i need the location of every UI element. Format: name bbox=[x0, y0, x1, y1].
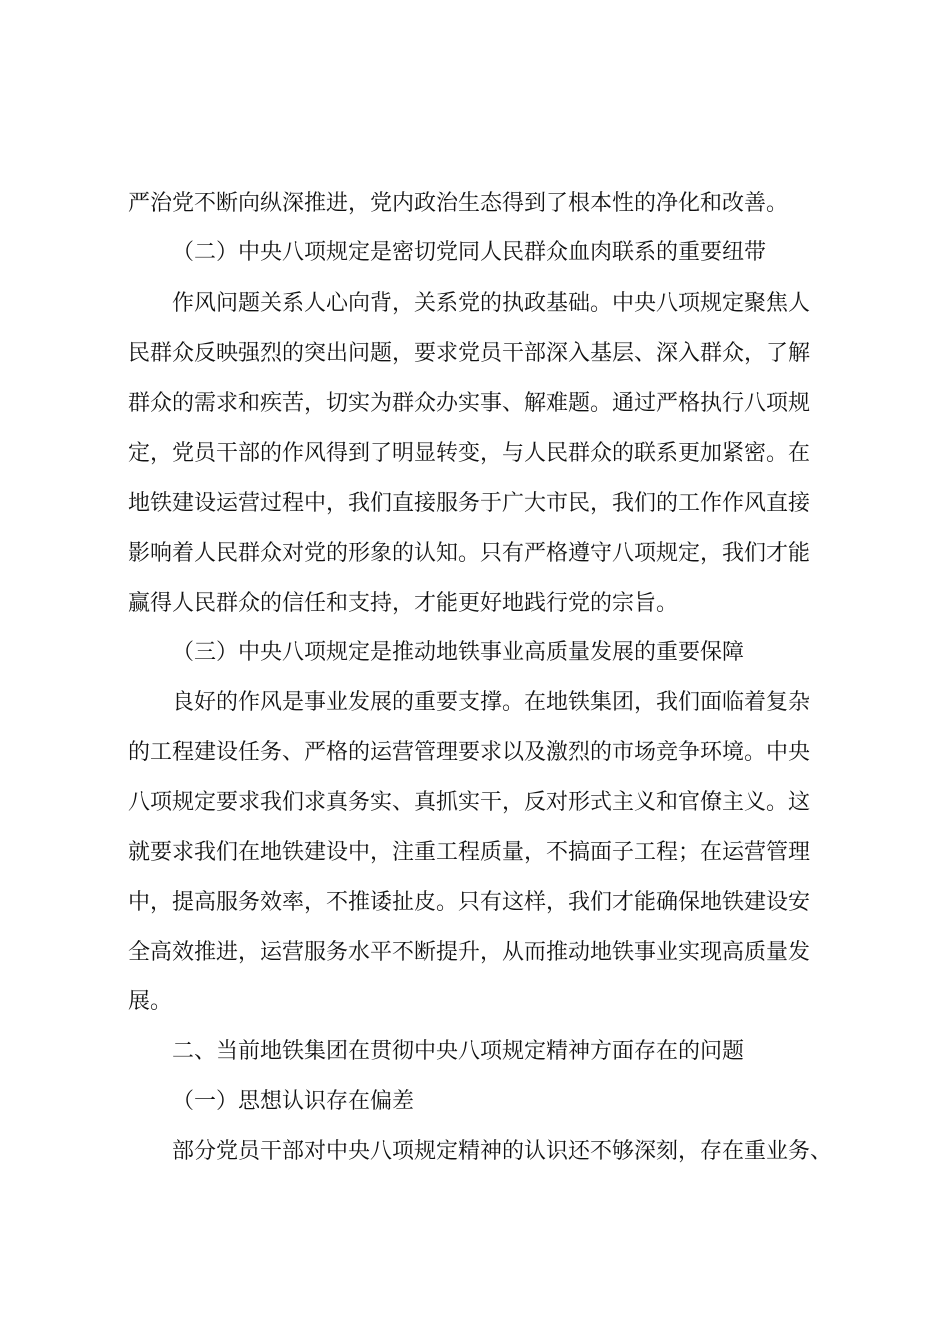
section-heading-2: （二）中央八项规定是密切党同人民群众血肉联系的重要纽带 bbox=[172, 240, 767, 265]
paragraph-line: 民群众反映强烈的突出问题，要求党员干部深入基层、深入群众，了解 bbox=[128, 341, 811, 366]
chapter-heading-2: 二、当前地铁集团在贯彻中央八项规定精神方面存在的问题 bbox=[172, 1039, 745, 1064]
paragraph-line: 赢得人民群众的信任和支持，才能更好地践行党的宗旨。 bbox=[128, 591, 679, 616]
paragraph-line: 影响着人民群众对党的形象的认知。只有严格遵守八项规定，我们才能 bbox=[128, 541, 811, 566]
paragraph-line: 展。 bbox=[128, 989, 173, 1014]
paragraph-line: 地铁建设运营过程中，我们直接服务于广大市民，我们的工作作风直接 bbox=[128, 491, 811, 516]
paragraph-line: 的工程建设任务、严格的运营管理要求以及激烈的市场竞争环境。中央 bbox=[128, 740, 811, 765]
section-heading-3: （三）中央八项规定是推动地铁事业高质量发展的重要保障 bbox=[172, 640, 745, 665]
paragraph-line: 部分党员干部对中央八项规定精神的认识还不够深刻，存在重业务、 bbox=[172, 1139, 833, 1164]
paragraph-line: 八项规定要求我们求真务实、真抓实干，反对形式主义和官僚主义。这 bbox=[128, 790, 811, 815]
paragraph-line: 全高效推进，运营服务水平不断提升，从而推动地铁事业实现高质量发 bbox=[128, 940, 811, 965]
paragraph-line: 作风问题关系人心向背，关系党的执政基础。中央八项规定聚焦人 bbox=[172, 291, 811, 316]
paragraph-line: 定，党员干部的作风得到了明显转变，与人民群众的联系更加紧密。在 bbox=[128, 441, 811, 466]
paragraph-line: 严治党不断向纵深推进，党内政治生态得到了根本性的净化和改善。 bbox=[128, 191, 789, 216]
paragraph-line: 群众的需求和疾苦，切实为群众办实事、解难题。通过严格执行八项规 bbox=[128, 391, 811, 416]
section-heading-1: （一）思想认识存在偏差 bbox=[172, 1089, 415, 1114]
paragraph-line: 中，提高服务效率，不推诿扯皮。只有这样，我们才能确保地铁建设安 bbox=[128, 890, 811, 915]
paragraph-line: 就要求我们在地铁建设中，注重工程质量，不搞面子工程；在运营管理 bbox=[128, 840, 811, 865]
paragraph-line: 良好的作风是事业发展的重要支撑。在地铁集团，我们面临着复杂 bbox=[172, 690, 811, 715]
